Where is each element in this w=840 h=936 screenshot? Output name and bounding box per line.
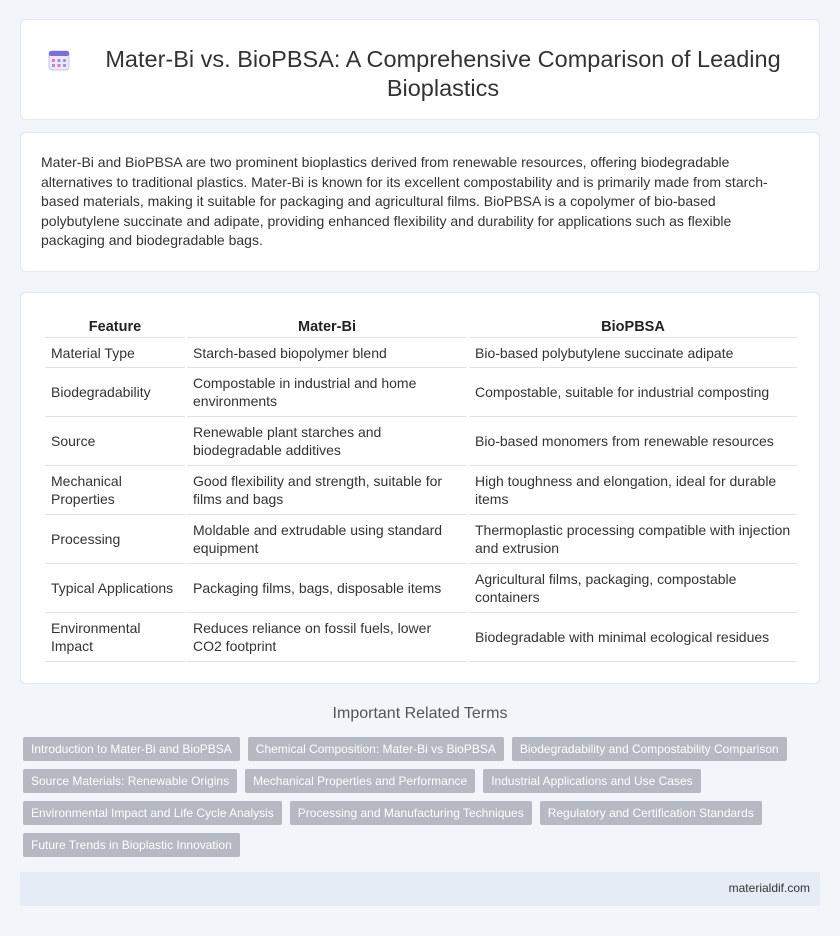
intro-paragraph: Mater-Bi and BioPBSA are two prominent bioplastics derived from renewable resources, offering biodegradable alternatives to traditional plastics. Mater-Bi is known for its excellent compostability and is primarily made from starch-based materials, making it suitable for packaging and agricultural films. BioPBSA is a copolymer of bio-based polybutylene succinate and adipate, providing enhanced flexibility and durability for applications such as flexible packaging and biodegradable bags. xyxy=(41,154,768,249)
related-term-tag[interactable]: Source Materials: Renewable Origins xyxy=(23,769,237,793)
header-mater-bi: Mater-Bi xyxy=(187,313,467,338)
table-row xyxy=(45,564,797,613)
feature-cell: Material Type xyxy=(45,338,185,368)
mater-bi-cell: Packaging films, bags, disposable items xyxy=(187,564,467,613)
table-row xyxy=(45,613,797,662)
related-terms-list xyxy=(23,737,803,865)
mater-bi-cell: Renewable plant starches and biodegradable additives xyxy=(187,417,467,466)
biopbsa-cell: Bio-based monomers from renewable resources xyxy=(469,417,797,466)
feature-cell: Environmental Impact xyxy=(45,613,185,662)
related-term-tag[interactable]: Future Trends in Bioplastic Innovation xyxy=(23,833,240,857)
feature-cell: Source xyxy=(45,417,185,466)
table-row xyxy=(45,417,797,466)
feature-cell: Biodegradability xyxy=(45,368,185,417)
related-term-tag[interactable]: Regulatory and Certification Standards xyxy=(540,801,762,825)
mater-bi-cell: Compostable in industrial and home environments xyxy=(187,368,467,417)
comparison-table xyxy=(43,313,799,662)
mater-bi-cell: Reduces reliance on fossil fuels, lower CO2 footprint xyxy=(187,613,467,662)
related-term-tag[interactable]: Introduction to Mater-Bi and BioPBSA xyxy=(23,737,240,761)
intro-card xyxy=(20,132,820,272)
mater-bi-cell: Good flexibility and strength, suitable for films and bags xyxy=(187,466,467,515)
biopbsa-cell: Agricultural films, packaging, compostable containers xyxy=(469,564,797,613)
biopbsa-cell: Thermoplastic processing compatible with injection and extrusion xyxy=(469,515,797,564)
header-card xyxy=(20,19,820,120)
footer-site-link[interactable]: materialdif.com xyxy=(728,881,810,895)
footer xyxy=(20,872,820,906)
related-term-tag[interactable]: Mechanical Properties and Performance xyxy=(245,769,475,793)
biopbsa-cell: Bio-based polybutylene succinate adipate xyxy=(469,338,797,368)
biopbsa-cell: Biodegradable with minimal ecological residues xyxy=(469,613,797,662)
related-term-tag[interactable]: Biodegradability and Compostability Comparison xyxy=(512,737,787,761)
table-row xyxy=(45,338,797,368)
related-terms-heading: Important Related Terms xyxy=(332,705,508,722)
table-row xyxy=(45,515,797,564)
table-header-row xyxy=(45,313,797,338)
header-biopbsa: BioPBSA xyxy=(469,313,797,338)
table-row xyxy=(45,368,797,417)
related-term-tag[interactable]: Industrial Applications and Use Cases xyxy=(483,769,700,793)
feature-cell: Mechanical Properties xyxy=(45,466,185,515)
feature-cell: Processing xyxy=(45,515,185,564)
related-term-tag[interactable]: Processing and Manufacturing Techniques xyxy=(290,801,532,825)
biopbsa-cell: Compostable, suitable for industrial composting xyxy=(469,368,797,417)
feature-cell: Typical Applications xyxy=(45,564,185,613)
mater-bi-cell: Starch-based biopolymer blend xyxy=(187,338,467,368)
mater-bi-cell: Moldable and extrudable using standard equipment xyxy=(187,515,467,564)
biopbsa-cell: High toughness and elongation, ideal for durable items xyxy=(469,466,797,515)
calendar-icon xyxy=(47,48,71,72)
table-row xyxy=(45,466,797,515)
related-term-tag[interactable]: Environmental Impact and Life Cycle Analysis xyxy=(23,801,282,825)
related-term-tag[interactable]: Chemical Composition: Mater-Bi vs BioPBSA xyxy=(248,737,504,761)
page-title: Mater-Bi vs. BioPBSA: A Comprehensive Comparison of Leading Bioplastics xyxy=(105,46,781,101)
header-feature: Feature xyxy=(45,313,185,338)
comparison-table-card xyxy=(20,292,820,684)
